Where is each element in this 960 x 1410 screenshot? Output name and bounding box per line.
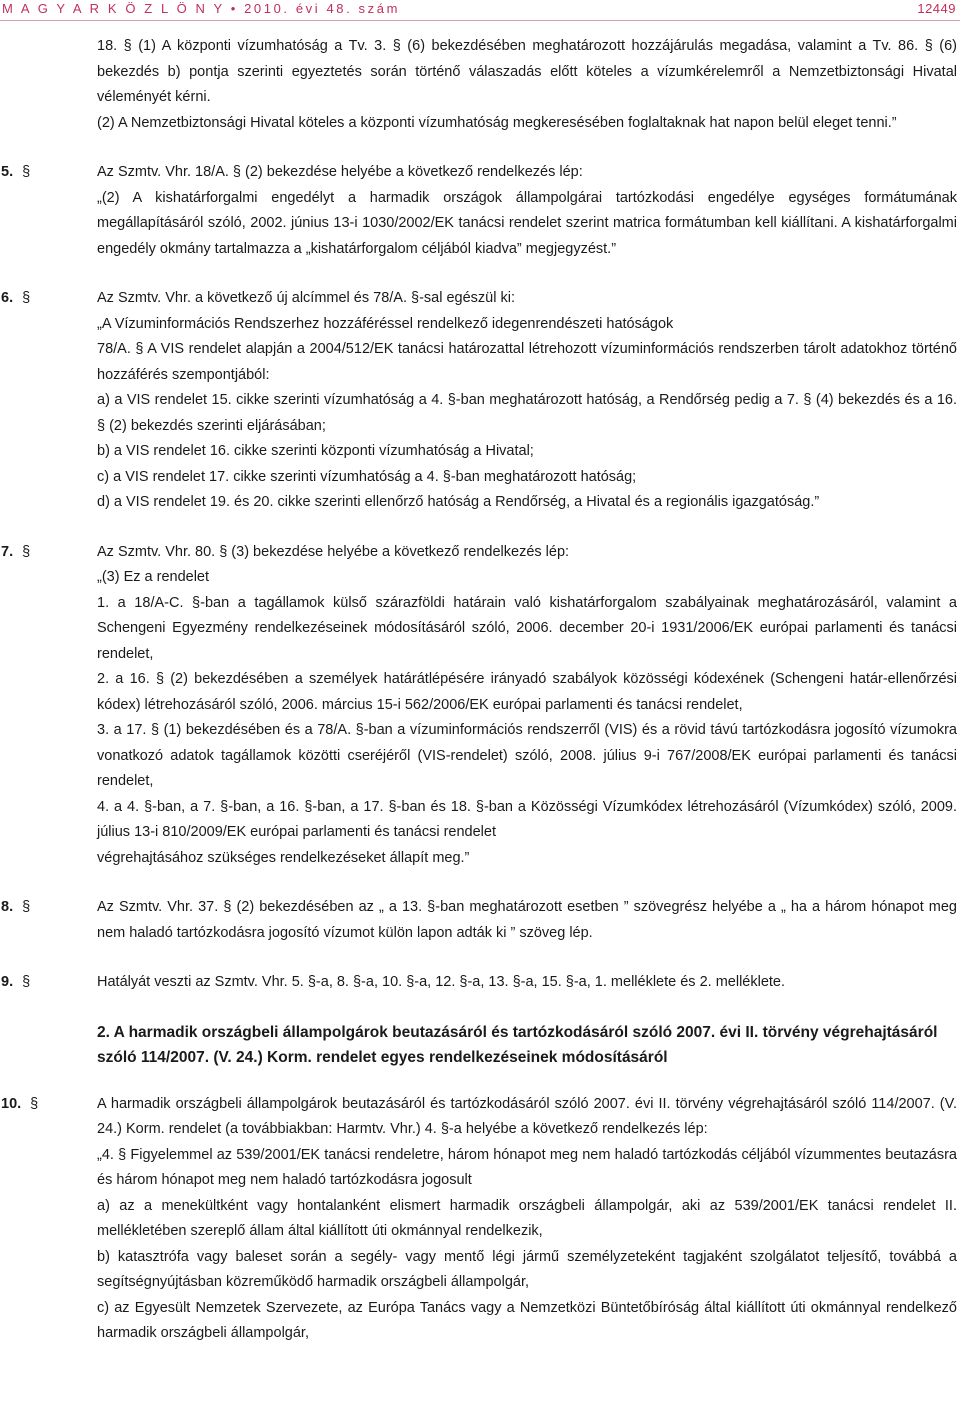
section-number: 9. § — [1, 974, 31, 990]
paragraph: Az Szmtv. Vhr. 18/A. § (2) bekezdése helyébe a következő rendelkezés lép: — [97, 164, 583, 180]
paragraph: 2. a 16. § (2) bekezdésében a személyek határátlépésére irányadó szabályok közösségi kódexének (Schengeni határ-ellenőrzési kódex) létrehozásáról szóló, 2006. március 15-i 562/2006/EK európai parlamenti és tanácsi rendelet, — [97, 671, 957, 713]
section-8 — [0, 895, 960, 946]
paragraph: A harmadik országbeli állampolgárok beutazásáról és tartózkodásáról szóló 2007. évi II. törvény végrehajtásáról szóló 114/2007. (V. 24.) Korm. rendelet (a továbbiakban: Harmtv. Vhr.) 4. §-a helyébe a következő rendelkezés lép: — [97, 1095, 957, 1137]
paragraph: 4. a 4. §-ban, a 7. §-ban, a 16. §-ban, a 17. §-ban és 18. §-ban a Közösségi Vízumkódex létrehozásáról (Vízumkódex) szóló, 2009. július 13-i 810/2009/EK európai parlamenti és tanácsi rendelet — [97, 798, 957, 840]
paragraph: végrehajtásához szükséges rendelkezéseket állapít meg.” — [97, 849, 470, 866]
section-6 — [0, 286, 960, 516]
page-body — [0, 34, 960, 1347]
paragraph: Az Szmtv. Vhr. 37. § (2) bekezdésében az „ a 13. §-ban meghatározott esetben ” szövegrész helyébe a „ ha a három hónapot meg nem haladó tartózkodásra jogosító vízumot külön lapon adták ki ” szöveg lép. — [97, 899, 957, 941]
paragraph: a) az a menekültként vagy hontalanként elismert harmadik országbeli állampolgár, aki az 539/2001/EK tanácsi rendelet II. mellékletében szereplő állam által kiállított úti okmánnyal rendelkezik, — [97, 1197, 957, 1239]
section-7 — [0, 540, 960, 872]
section-5 — [0, 160, 960, 262]
paragraph: d) a VIS rendelet 19. és 20. cikke szerinti ellenőrző hatóság a Rendőrség, a Hivatal és a regionális igazgatóság.” — [97, 494, 820, 510]
paragraph: a) a VIS rendelet 15. cikke szerinti vízumhatóság a 4. §-ban meghatározott hatóság, a Rendőrség pedig a 7. § (4) bekezdés és a 16. § (2) bekezdés szerinti eljárásában; — [97, 392, 957, 434]
paragraph: b) a VIS rendelet 16. cikke szerinti központi vízumhatóság a Hivatal; — [97, 443, 534, 459]
page-number: 12449 — [917, 1, 956, 16]
part-2-title: 2. A harmadik országbeli állampolgárok beutazásáról és tartózkodásáról szóló 2007. évi II. törvény végrehajtásáról szóló 114/2007. (V. 24.) Korm. rendelet egyes rendelkezéseinek módosításáról — [97, 1023, 938, 1066]
paragraph: 3. a 17. § (1) bekezdésében és a 78/A. §-ban a vízuminformációs rendszerről (VIS) és a rövid távú tartózkodásra jogosító vízumokra vonatkozó adatok tagállamok közötti cseréjéről (VIS-rendelet) szóló, 2008. július 9-i 767/2008/EK európai parlamenti és tanácsi rendelet, — [97, 722, 957, 789]
paragraph: „A Vízuminformációs Rendszerhez hozzáféréssel rendelkező idegenrendészeti hatóságok — [97, 315, 674, 332]
paragraph: 78/A. § A VIS rendelet alapján a 2004/512/EK tanácsi határozattal létrehozott vízuminformációs rendszerben tárolt adatokhoz történő hozzáférés szempontjából: — [97, 341, 957, 383]
paragraph: Hatályát veszti az Szmtv. Vhr. 5. §-a, 8. §-a, 10. §-a, 12. §-a, 13. §-a, 15. §-a, 1. melléklete és 2. melléklete. — [97, 974, 786, 990]
paragraph: „(2) A kishatárforgalmi engedélyt a harmadik országok állampolgárai tartózkodási engedélye egységes formátumának megállapításáról szóló, 2002. június 13-i 1030/2002/EK tanácsi rendelet szerint matrica formátumban kell kiállítani. A kishatárforgalmi engedély okmány tartalmazza a „kishatárforgalom céljából kiadva” megjegyzést.” — [97, 189, 957, 257]
paragraph: c) a VIS rendelet 17. cikke szerinti vízumhatóság a 4. §-ban meghatározott hatóság; — [97, 468, 637, 485]
section-number: 5. § — [1, 164, 31, 180]
paragraph: „(3) Ez a rendelet — [97, 569, 210, 585]
paragraph: c) az Egyesült Nemzetek Szervezete, az Európa Tanács vagy a Nemzetközi Büntetőbíróság által kiállított úti okmánnyal rendelkező harmadik országbeli állampolgár, — [97, 1299, 957, 1341]
paragraph: Az Szmtv. Vhr. a következő új alcímmel és 78/A. §-sal egészül ki: — [97, 290, 515, 306]
journal-title: M A G Y A R K Ö Z L Ö N Y • 2010. évi 48. szám — [2, 1, 401, 16]
paragraph: 18. § (1) A központi vízumhatóság a Tv. 3. § (6) bekezdésében meghatározott hozzájárulás megadása, valamint a Tv. 86. § (6) bekezdés b) pontja szerinti egyeztetés során történő válaszadás előtt köteles a vízumkérelemről a Nemzetbiztonsági Hivatal véleményét kérni. — [97, 38, 957, 105]
section-10 — [0, 1092, 960, 1347]
paragraph: Az Szmtv. Vhr. 80. § (3) bekezdése helyébe a következő rendelkezés lép: — [97, 543, 570, 560]
section-number: 6. § — [1, 290, 31, 306]
page-header — [0, 0, 960, 21]
section-9 — [0, 970, 960, 996]
section-number: 7. § — [1, 543, 31, 560]
paragraph: „4. § Figyelemmel az 539/2001/EK tanácsi rendeletre, három hónapot meg nem haladó tartózkodás céljából vízummentes beutazásra és három hónapot meg nem haladó tartózkodásra jogosult — [97, 1146, 957, 1188]
section-18-continuation — [0, 34, 960, 136]
section-number: 8. § — [1, 899, 31, 915]
section-number: 10. § — [1, 1095, 39, 1112]
paragraph: b) katasztrófa vagy baleset során a segély- vagy mentő légi jármű személyzeteként tagjaként szolgálatot teljesítő, továbbá a segítségnyújtásban közreműködő harmadik országbeli állampolgár, — [97, 1248, 957, 1290]
paragraph: (2) A Nemzetbiztonsági Hivatal köteles a központi vízumhatóság megkeresésében foglaltaknak hat napon belül eleget tenni.” — [97, 114, 897, 131]
paragraph: 1. a 18/A-C. §-ban a tagállamok külső szárazföldi határain való kishatárforgalom szabályainak meghatározásáról, valamint a Schengeni Egyezmény rendelkezéseinek módosításáról szóló, 2006. december 20-i 1931/2006/EK európai parlamenti és tanácsi rendelet, — [97, 594, 957, 662]
